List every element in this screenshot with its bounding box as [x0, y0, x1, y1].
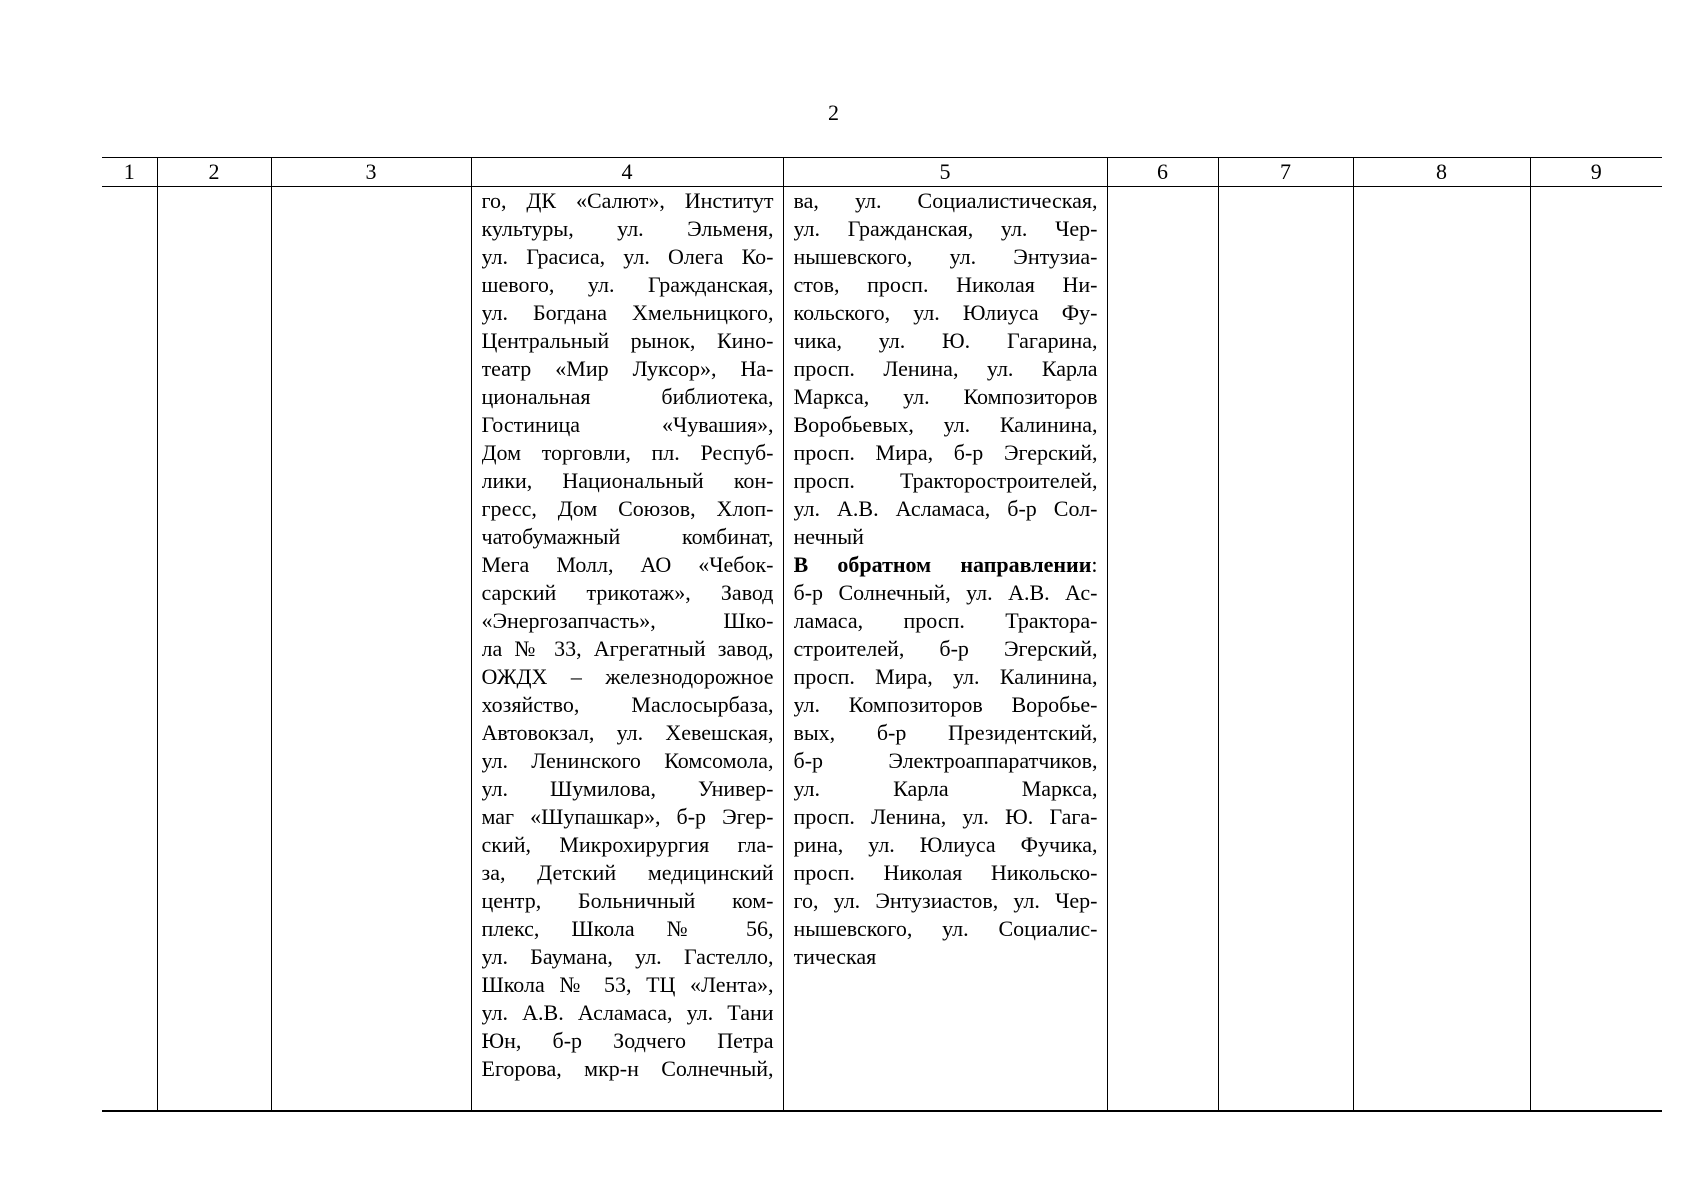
stops-line: ский, Микрохирургия гла-: [481, 832, 774, 857]
route-reverse-line: просп. Ленина, ул. Ю. Гага-: [793, 804, 1098, 829]
stops-line: Юн, б-р Зодчего Петра: [481, 1028, 774, 1053]
stops-line: маг «Шупашкар», б-р Эгер-: [481, 804, 774, 829]
cell-col-9: [1530, 187, 1662, 1112]
header-cell-5: 5: [783, 158, 1107, 187]
route-reverse-line: просп. Мира, ул. Калинина,: [793, 664, 1098, 689]
page-number-text: 2: [828, 100, 839, 125]
route-reverse-line: б-р Электроаппаратчиков,: [793, 748, 1098, 773]
stops-line: чатобумажный комбинат,: [481, 524, 774, 549]
route-reverse-line: ул. Композиторов Воробье-: [793, 692, 1098, 717]
route-reverse-line: рина, ул. Юлиуса Фучика,: [793, 832, 1098, 857]
route-forward: [794, 187, 1098, 551]
stops-line: ул. Богдана Хмельницкого,: [481, 300, 774, 325]
route-reverse-line: тическая: [793, 944, 877, 969]
stops-line: театр «Мир Луксор», На-: [481, 356, 774, 381]
reverse-direction-colon: :: [1091, 552, 1098, 577]
route-forward-line: нышевского, ул. Энтузиа-: [793, 244, 1098, 269]
route-forward-line: Воробьевых, ул. Калинина,: [793, 412, 1098, 437]
route-reverse-line: ул. Карла Маркса,: [793, 776, 1098, 801]
cell-col-1: [102, 187, 157, 1112]
stops-list: [482, 187, 774, 1083]
stops-line: шевого, ул. Гражданская,: [481, 272, 774, 297]
route-forward-line: нечный: [793, 524, 864, 549]
stops-line: ул. Грасиса, ул. Олега Ко-: [481, 244, 774, 269]
stops-line: Мега Молл, АО «Чебок-: [481, 552, 774, 577]
stops-line: Егорова, мкр-н Солнечный,: [481, 1056, 774, 1081]
stops-line: ул. Шумилова, Универ-: [481, 776, 774, 801]
stops-line: ла № 33, Агрегатный завод,: [481, 636, 774, 661]
stops-line: Дом торговли, пл. Респуб-: [481, 440, 774, 465]
route-reverse-line: б-р Солнечный, ул. А.В. Ас-: [793, 580, 1098, 605]
cell-col-4-stops: [471, 187, 783, 1112]
stops-line: циональная библиотека,: [481, 384, 774, 409]
cell-col-7: [1218, 187, 1353, 1112]
route-reverse-line: го, ул. Энтузиастов, ул. Чер-: [793, 888, 1098, 913]
stops-line: го, ДК «Салют», Институт: [481, 188, 774, 213]
header-cell-7: 7: [1218, 158, 1353, 187]
route-forward-line: чика, ул. Ю. Гагарина,: [793, 328, 1098, 353]
route-reverse-line: вых, б-р Президентский,: [793, 720, 1098, 745]
stops-line: за, Детский медицинский: [481, 860, 774, 885]
route-reverse-line: ламаса, просп. Трактора-: [793, 608, 1098, 633]
header-cell-8: 8: [1353, 158, 1530, 187]
stops-line: Гостиница «Чувашия»,: [481, 412, 774, 437]
stops-line: ул. Баумана, ул. Гастелло,: [481, 944, 774, 969]
cell-col-6: [1107, 187, 1218, 1112]
stops-line: гресс, Дом Союзов, Хлоп-: [481, 496, 774, 521]
route-forward-line: просп. Тракторостроителей,: [793, 468, 1098, 493]
route-forward-line: ул. А.В. Асламаса, б-р Сол-: [793, 496, 1098, 521]
route-reverse-line: строителей, б-р Эгерский,: [793, 636, 1098, 661]
stops-line: сарский трикотаж», Завод: [481, 580, 774, 605]
route-forward-line: ва, ул. Социалистическая,: [793, 188, 1098, 213]
stops-line: «Энергозапчасть», Шко-: [481, 608, 774, 633]
cell-col-3: [271, 187, 471, 1112]
stops-line: ул. А.В. Асламаса, ул. Тани: [481, 1000, 774, 1025]
route-forward-line: ул. Гражданская, ул. Чер-: [793, 216, 1098, 241]
stops-line: ул. Ленинского Комсомола,: [481, 748, 774, 773]
route-forward-line: кольского, ул. Юлиуса Фу-: [793, 300, 1098, 325]
route-table: [102, 157, 1662, 1112]
stops-line: культуры, ул. Эльменя,: [481, 216, 774, 241]
header-cell-3: 3: [271, 158, 471, 187]
stops-line: плекс, Школа № 56,: [481, 916, 774, 941]
header-cell-4: 4: [471, 158, 783, 187]
route-reverse-line: нышевского, ул. Социалис-: [793, 916, 1098, 941]
route-forward-line: Маркса, ул. Композиторов: [793, 384, 1098, 409]
route-reverse-heading-line: [794, 551, 1098, 579]
cell-col-2: [157, 187, 271, 1112]
route-forward-line: просп. Ленина, ул. Карла: [793, 356, 1098, 381]
header-cell-6: 6: [1107, 158, 1218, 187]
stops-line: хозяйство, Маслосырбаза,: [481, 692, 774, 717]
route-reverse: [794, 579, 1098, 971]
route-forward-line: стов, просп. Николая Ни-: [793, 272, 1098, 297]
cell-col-5-route: [783, 187, 1107, 1112]
stops-line: лики, Национальный кон-: [481, 468, 774, 493]
reverse-direction-heading: В обратном направлении: [793, 552, 1092, 577]
stops-line: ОЖДХ – железнодорожное: [481, 664, 774, 689]
stops-line: Центральный рынок, Кино-: [481, 328, 774, 353]
header-cell-9: 9: [1530, 158, 1662, 187]
route-forward-line: просп. Мира, б-р Эгерский,: [793, 440, 1098, 465]
header-row: [102, 158, 1662, 187]
page-number: [0, 100, 1697, 126]
header-cell-2: 2: [157, 158, 271, 187]
route-reverse-line: просп. Николая Никольско-: [793, 860, 1098, 885]
stops-line: центр, Больничный ком-: [481, 888, 774, 913]
stops-line: Автовокзал, ул. Хевешская,: [481, 720, 774, 745]
cell-col-8: [1353, 187, 1530, 1112]
header-cell-1: 1: [102, 158, 157, 187]
stops-line: Школа № 53, ТЦ «Лента»,: [481, 972, 774, 997]
table-row: [102, 187, 1662, 1112]
